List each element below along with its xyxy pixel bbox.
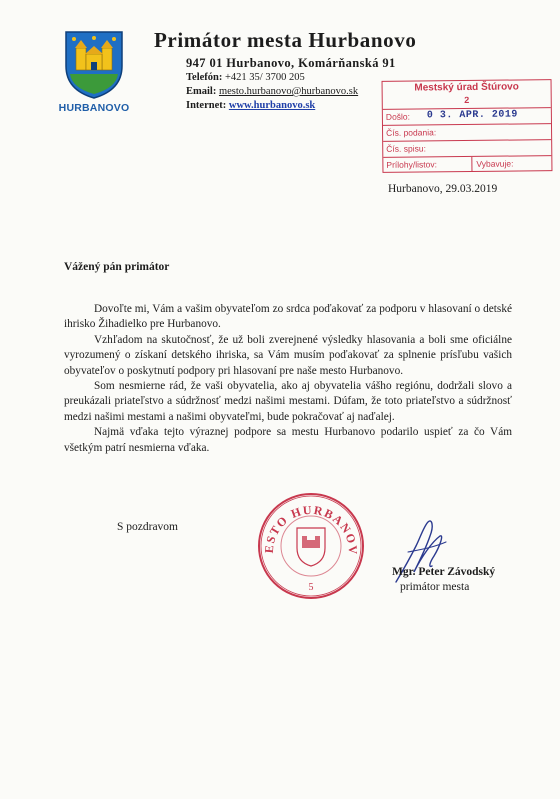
letter-date: Hurbanovo, 29.03.2019: [388, 183, 498, 195]
registry-stamp: [382, 79, 553, 173]
letterhead-email: [186, 85, 358, 98]
letterhead-web: [186, 99, 315, 112]
registry-filing-row: [383, 124, 551, 142]
letter-body: [64, 302, 512, 456]
filing-label: Čís. podania:: [386, 127, 437, 138]
attachments-label: Prílohy/listov:: [386, 159, 437, 170]
body-paragraph: Som nesmierne rád, že vaši obyvatelia, ako aj obyvatelia vášho regiónu, dodržali slovo a preukázali priateľstvo a súdržnosť medzi našimi mestami. Dúfam, že toto priateľstvo a súdržnosť medzi našimi mestami a našimi obyvateľmi, bude pokračovať aj naďalej.: [64, 380, 512, 423]
web-link[interactable]: www.hurbanovo.sk: [228, 100, 316, 111]
letterhead-title: Primátor mesta Hurbanovo: [154, 28, 417, 52]
registry-file-row: [383, 140, 551, 158]
signer-name: Mgr. Peter Závodský: [392, 566, 496, 578]
body-paragraph: Najmä vďaka tejto výraznej podpore sa mestu Hurbanovo podarilo uspieť za čo Vám všetkým patrí nesmierna vďaka.: [64, 426, 512, 454]
received-date: 0 3. APR. 2019: [426, 109, 518, 122]
registry-office: Mestský úrad Štúrovo: [414, 81, 519, 94]
handles-label: Vybavuje:: [471, 157, 513, 172]
received-label: Došlo:: [385, 111, 411, 122]
phone-label: Telefón:: [186, 72, 223, 83]
phone-value: +421 35/ 3700 205: [225, 72, 305, 83]
registry-office-number: 2: [464, 94, 470, 106]
web-label: Internet:: [186, 100, 227, 111]
registry-attachments-row: [383, 156, 551, 173]
registry-stamp-header: [383, 80, 551, 110]
coat-of-arms-icon: [62, 28, 126, 100]
letterhead-phone: [186, 71, 305, 84]
registry-received-row: [383, 108, 551, 126]
seal-text: ESTO HURBANOV: [261, 502, 361, 556]
salutation: Vážený pán primátor: [64, 261, 170, 273]
body-paragraph: Vzhľadom na skutočnosť, že už boli zverejnené výsledky hlasovania a boli sme oficiálne vyrozumený o získaní detského ihriska, sa Vám musím poďakovať za splnenie prísľubu vašich obyvateľov o poskytnutí podpory pri hlasovaní pre naše mesto Hurbanovo.: [64, 333, 512, 377]
email-link[interactable]: mesto.hurbanovo@hurbanovo.sk: [218, 86, 359, 97]
seal-number: 5: [308, 582, 314, 593]
crest-label: HURBANOVO: [58, 102, 130, 114]
email-label: Email:: [186, 86, 217, 97]
signature-icon: [388, 512, 458, 592]
body-paragraph: Dovoľte mi, Vám a vašim obyvateľom zo srdca poďakovať za podporu v hlasovaní o detské ihrisko Žihadielko pre Hurbanovo.: [64, 303, 512, 331]
official-seal: [255, 490, 367, 602]
closing: S pozdravom: [117, 521, 179, 533]
file-label: Čís. spisu:: [386, 143, 426, 154]
letterhead-address: 947 01 Hurbanovo, Komárňanská 91: [186, 56, 396, 70]
signer-role: primátor mesta: [400, 581, 470, 593]
